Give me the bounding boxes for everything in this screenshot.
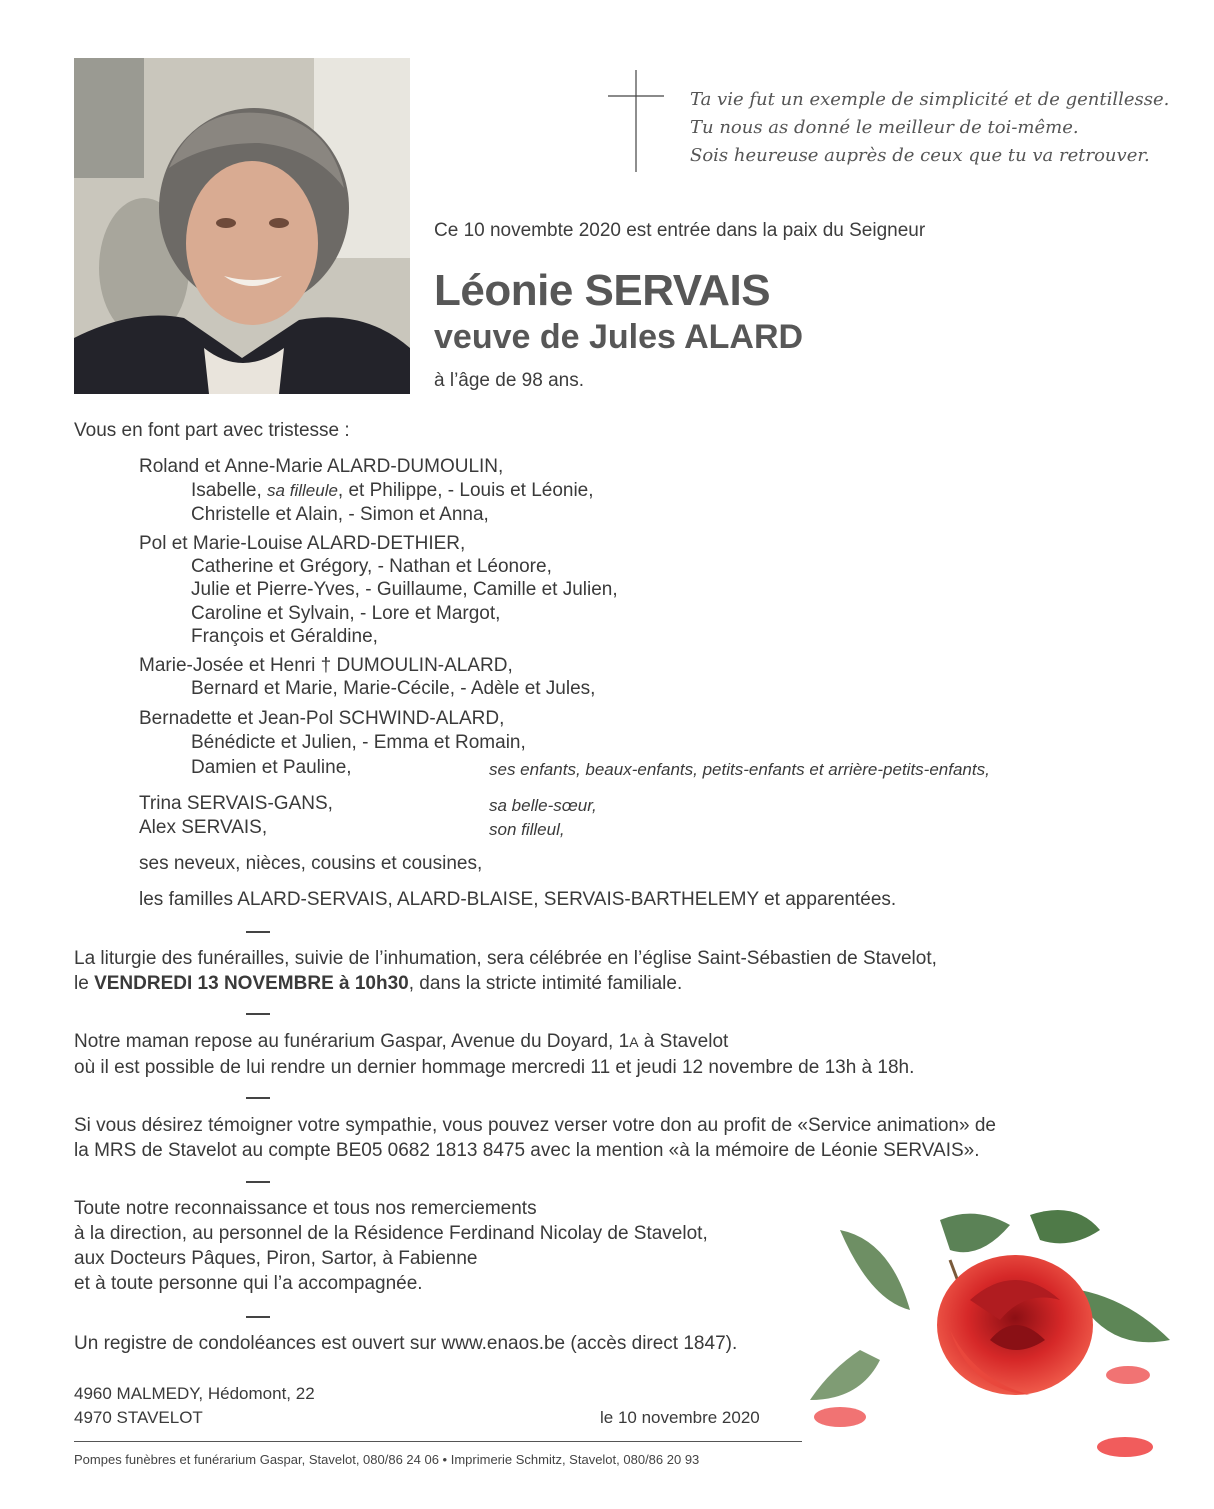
family-line: Roland et Anne-Marie ALARD-DUMOULIN,	[139, 456, 504, 477]
cross-icon	[606, 70, 666, 174]
epitaph-quote	[690, 86, 1169, 170]
thanks-paragraph	[74, 1196, 708, 1296]
death-announcement: Ce 10 novembte 2020 est entrée dans la paix du Seigneur	[434, 220, 926, 241]
family-line: ses neveux, nièces, cousins et cousines,	[139, 853, 483, 874]
address-malmedy: 4960 MALMEDY, Hédomont, 22	[74, 1384, 315, 1403]
family-line: Bernadette et Jean-Pol SCHWIND-ALARD,	[139, 708, 505, 729]
family-text: Isabelle,	[191, 480, 268, 501]
family-line: Julie et Pierre-Yves, - Guillaume, Camille et Julien,	[191, 579, 618, 600]
separator	[246, 1181, 270, 1183]
age-at-death: à l’âge de 98 ans.	[434, 370, 585, 391]
rest-text: à Stavelot	[638, 1031, 729, 1052]
deceased-name: Léonie SERVAIS	[434, 266, 771, 315]
quote-line: Ta vie fut un exemple de simplicité et de gentillesse.	[690, 89, 1170, 110]
family-line: Alex SERVAIS,	[139, 817, 268, 838]
donation-line: Si vous désirez témoigner votre sympathie, vous pouvez verser votre don au profit de «Service animation» de	[74, 1115, 996, 1136]
family-line	[191, 479, 594, 503]
rest-line	[74, 1029, 914, 1055]
family-line: Pol et Marie-Louise ALARD-DETHIER,	[139, 533, 466, 554]
thanks-line: à la direction, au personnel de la Résidence Ferdinand Nicolay de Stavelot,	[74, 1223, 708, 1244]
rest-line: où il est possible de lui rendre un dernier hommage mercredi 11 et jeudi 12 novembre de 13h à 18h.	[74, 1057, 915, 1078]
family-role: ses enfants, beaux-enfants, petits-enfants et arrière-petits-enfants,	[489, 760, 990, 779]
family-role: sa filleule	[267, 481, 338, 500]
separator	[246, 1316, 270, 1318]
thanks-line: Toute notre reconnaissance et tous nos remerciements	[74, 1198, 537, 1219]
liturgy-line: La liturgie des funérailles, suivie de l’inhumation, sera célébrée en l’église Saint-Sébastien de Stavelot,	[74, 948, 937, 969]
family-line: Christelle et Alain, - Simon et Anna,	[191, 504, 489, 525]
quote-line: Sois heureuse auprès de ceux que tu va retrouver.	[690, 145, 1150, 166]
separator	[246, 931, 270, 933]
address-stavelot: 4970 STAVELOT	[74, 1408, 203, 1427]
donation-paragraph	[74, 1113, 996, 1163]
separator	[246, 1013, 270, 1015]
portrait-photo	[74, 58, 410, 394]
liturgy-text: le	[74, 973, 95, 994]
separator	[246, 1097, 270, 1099]
document-date: le 10 novembre 2020	[600, 1408, 760, 1427]
rest-text: Notre maman repose au funérarium Gaspar, Avenue du Doyard, 1	[74, 1031, 630, 1052]
footer-credits: Pompes funèbres et funérarium Gaspar, Stavelot, 080/86 24 06 • Imprimerie Schmitz, Stavelot, 080/86 20 93	[74, 1452, 700, 1467]
family-line: les familles ALARD-SERVAIS, ALARD-BLAISE, SERVAIS-BARTHELEMY et apparentées.	[139, 889, 897, 910]
liturgy-paragraph	[74, 946, 937, 996]
family-line: Catherine et Grégory, - Nathan et Léonore,	[191, 556, 552, 577]
family-line: Bernard et Marie, Marie-Cécile, - Adèle et Jules,	[191, 678, 596, 699]
family-text: , et Philippe, - Louis et Léonie,	[337, 480, 594, 501]
liturgy-line	[74, 971, 937, 996]
family-line: Caroline et Sylvain, - Lore et Margot,	[191, 603, 501, 624]
announce-intro: Vous en font part avec tristesse :	[74, 420, 350, 441]
family-line: Marie-Josée et Henri † DUMOULIN-ALARD,	[139, 655, 513, 676]
donation-line: la MRS de Stavelot au compte BE05 0682 1813 8475 avec la mention «à la mémoire de Léonie SERVAIS».	[74, 1140, 980, 1161]
funeral-home-paragraph	[74, 1029, 914, 1080]
family-line: Trina SERVAIS-GANS,	[139, 793, 333, 814]
family-line: Bénédicte et Julien, - Emma et Romain,	[191, 732, 526, 753]
thanks-line: aux Docteurs Pâques, Piron, Sartor, à Fabienne	[74, 1248, 478, 1269]
footer-divider	[74, 1441, 802, 1442]
family-line: François et Géraldine,	[191, 626, 378, 647]
address-suffix: A	[629, 1034, 639, 1050]
liturgy-text: , dans la stricte intimité familiale.	[408, 973, 683, 994]
family-line: Damien et Pauline,	[191, 757, 352, 778]
condolence-register: Un registre de condoléances est ouvert sur www.enaos.be (accès direct 1847).	[74, 1333, 738, 1354]
rose-illustration	[800, 1200, 1180, 1470]
quote-line: Tu nous as donné le meilleur de toi-même.	[690, 117, 1079, 138]
family-role: sa belle-sœur,	[489, 796, 597, 815]
thanks-line: et à toute personne qui l’a accompagnée.	[74, 1273, 423, 1294]
family-role: son filleul,	[489, 820, 565, 839]
funeral-date: VENDREDI 13 NOVEMBRE à 10h30	[94, 973, 409, 994]
widow-of: veuve de Jules ALARD	[434, 318, 804, 356]
portrait-drawing	[74, 58, 410, 394]
